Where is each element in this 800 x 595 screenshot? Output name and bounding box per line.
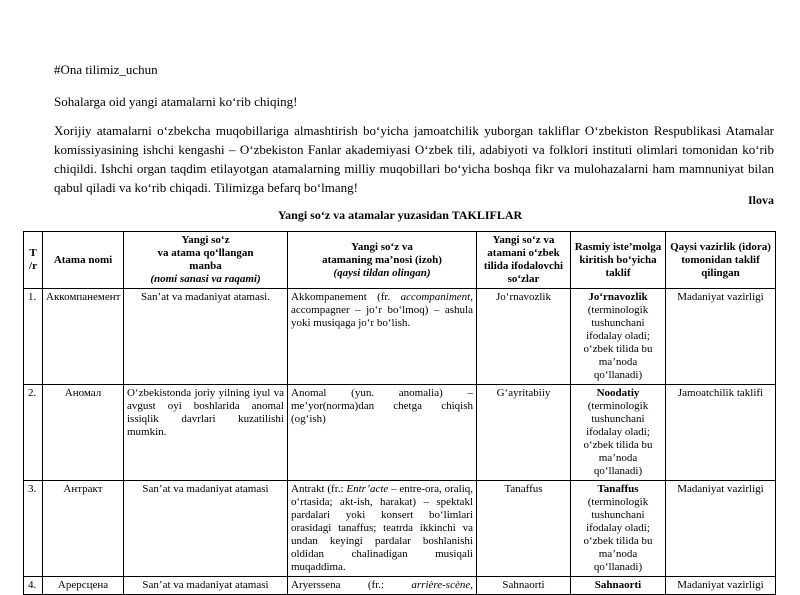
cell-ministry: Madaniyat vazirligi [666, 481, 776, 577]
header-source [124, 232, 288, 289]
table-row [24, 385, 776, 481]
official-note: (terminologik tushunchani ifodalay oladi; o‘zbek tilida bu ma’noda qo‘llanadi) [583, 496, 653, 573]
hashtag: #Ona tilimiz_uchun [54, 62, 158, 77]
cell-uzbek: Tanaffus [477, 481, 571, 577]
cell-ministry: Madaniyat vazirligi [666, 577, 776, 595]
official-note: (terminologik tushunchani ifodalay oladi; o‘zbek tilida bu ma’noda qo‘llanadi) [583, 400, 653, 477]
meaning-italic: Entr’acte [346, 483, 389, 495]
cell-uzbek: G‘ayritabiiy [477, 385, 571, 481]
cell-source: San’at va madaniyat atamasi. [124, 289, 288, 385]
proposals-table [23, 231, 776, 595]
cell-num: 2. [24, 385, 43, 481]
cell-meaning [288, 481, 477, 577]
table-title: Yangi so‘z va atamalar yuzasidan TAKLIFLAR [277, 208, 523, 222]
header-source-line: Yangi so‘z [181, 234, 230, 246]
cell-term: Аккомпанемент [43, 289, 124, 385]
meaning-text: Anomal (yun. anomalia) – me’yor(norma)dan chetga chiqish (og‘ish) [291, 387, 473, 425]
appendix-label: Ilova [747, 193, 774, 207]
meaning-text: Antrakt (fr.: [291, 483, 347, 495]
header-source-line: manba [189, 260, 222, 272]
cell-meaning [288, 385, 477, 481]
cell-uzbek: Jo‘rnavozlik [477, 289, 571, 385]
table-row [24, 481, 776, 577]
cell-num: 3. [24, 481, 43, 577]
cell-official [571, 577, 666, 595]
header-meaning-line: (qaysi tildan olingan) [333, 266, 431, 279]
header-num: T /r [24, 232, 43, 289]
cell-official [571, 481, 666, 577]
header-meaning-line: atamaning ma’nosi (izoh) [322, 253, 442, 266]
meaning-italic: accompaniment, [400, 291, 473, 303]
cell-ministry: Madaniyat vazirligi [666, 289, 776, 385]
header-meaning [288, 232, 477, 289]
cell-source: O‘zbekistonda joriy yilning iyul va avgust oyi boshlarida anomal issiqlik davrlari kuzatilishi mumkin. [124, 385, 288, 481]
table-row [24, 577, 776, 595]
cell-source: San’at va madaniyat atamasi [124, 481, 288, 577]
official-word: Sahnaorti [594, 579, 642, 591]
official-note: (terminologik tushunchani ifodalay oladi; o‘zbek tilida bu ma’noda qo‘llanadi) [583, 304, 653, 381]
cell-meaning [288, 289, 477, 385]
cell-official [571, 385, 666, 481]
cell-source: San’at va madaniyat atamasi [124, 577, 288, 595]
cell-num: 4. [24, 577, 43, 595]
header-ministry: Qaysi vazirlik (idora) tomonidan taklif qilingan [666, 232, 776, 289]
cell-uzbek: Sahnaorti [477, 577, 571, 595]
official-word: Jo‘rnavozlik [588, 291, 648, 303]
subtitle: Sohalarga oid yangi atamalarni ko‘rib chiqing! [54, 94, 298, 109]
table-header-row [24, 232, 776, 289]
cell-official [571, 289, 666, 385]
header-term: Atama nomi [43, 232, 124, 289]
cell-num: 1. [24, 289, 43, 385]
cell-term: Антракт [43, 481, 124, 577]
meaning-text: Akkompanement (fr. [291, 291, 401, 303]
meaning-text: – entre-ora, oraliq, o‘rtasida; akt-ish, harakat) – spektakl pardalari yoki konsert bo‘limlari orasidagi tanaffus; teatrda ikkinchi va undan keyingi pardalar boshlanishi oldidan chalinadigan musiqali muqaddima. [291, 483, 473, 573]
header-source-line: va atama qo‘llangan [157, 247, 254, 259]
cell-term: Аномал [43, 385, 124, 481]
cell-ministry: Jamoatchilik taklifi [666, 385, 776, 481]
header-uzbek: Yangi so‘z va atamani o‘zbek tilida ifodalovchi so‘zlar [477, 232, 571, 289]
header-source-line: (nomi sanasi va raqami) [150, 273, 261, 285]
cell-term: Арерсцена [43, 577, 124, 595]
official-word: Tanaffus [597, 483, 639, 495]
intro-paragraph: Xorijiy atamalarni o‘zbekcha muqobillariga almashtirish bo‘yicha jamoatchilik yuborgan takliflar O‘zbekiston Respublikasi Atamalar komissiyasining ishchi kengashi – O‘zbekiston Fanlar akademiyasi O‘zbek tili, adabiyoti va folklori instituti olimlari tomonidan ko‘rib chiqildi. Ishchi organ taqdim etilayotgan atamalarning milliy muqobillari bo‘yicha boshqa fikr va mulohazalarni ham mamnuniyat bilan qabul qiladi va ko‘rib chiqadi. Tilimizga befarq bo‘lmang! [54, 123, 774, 195]
meaning-text: Aryerssena (fr.: [291, 579, 412, 591]
header-meaning-line: Yangi so‘z va [351, 240, 413, 253]
table-row [24, 289, 776, 385]
official-word: Noodatiy [596, 387, 640, 399]
cell-meaning [288, 577, 477, 595]
meaning-italic: arrière-scène, [411, 579, 473, 591]
header-official: Rasmiy iste’molga kiritish bo‘yicha taklif [571, 232, 666, 289]
meaning-text: accompagner – jo‘r bo‘lmoq) – ashula yoki musiqaga jo‘r bo‘lish. [291, 304, 473, 329]
